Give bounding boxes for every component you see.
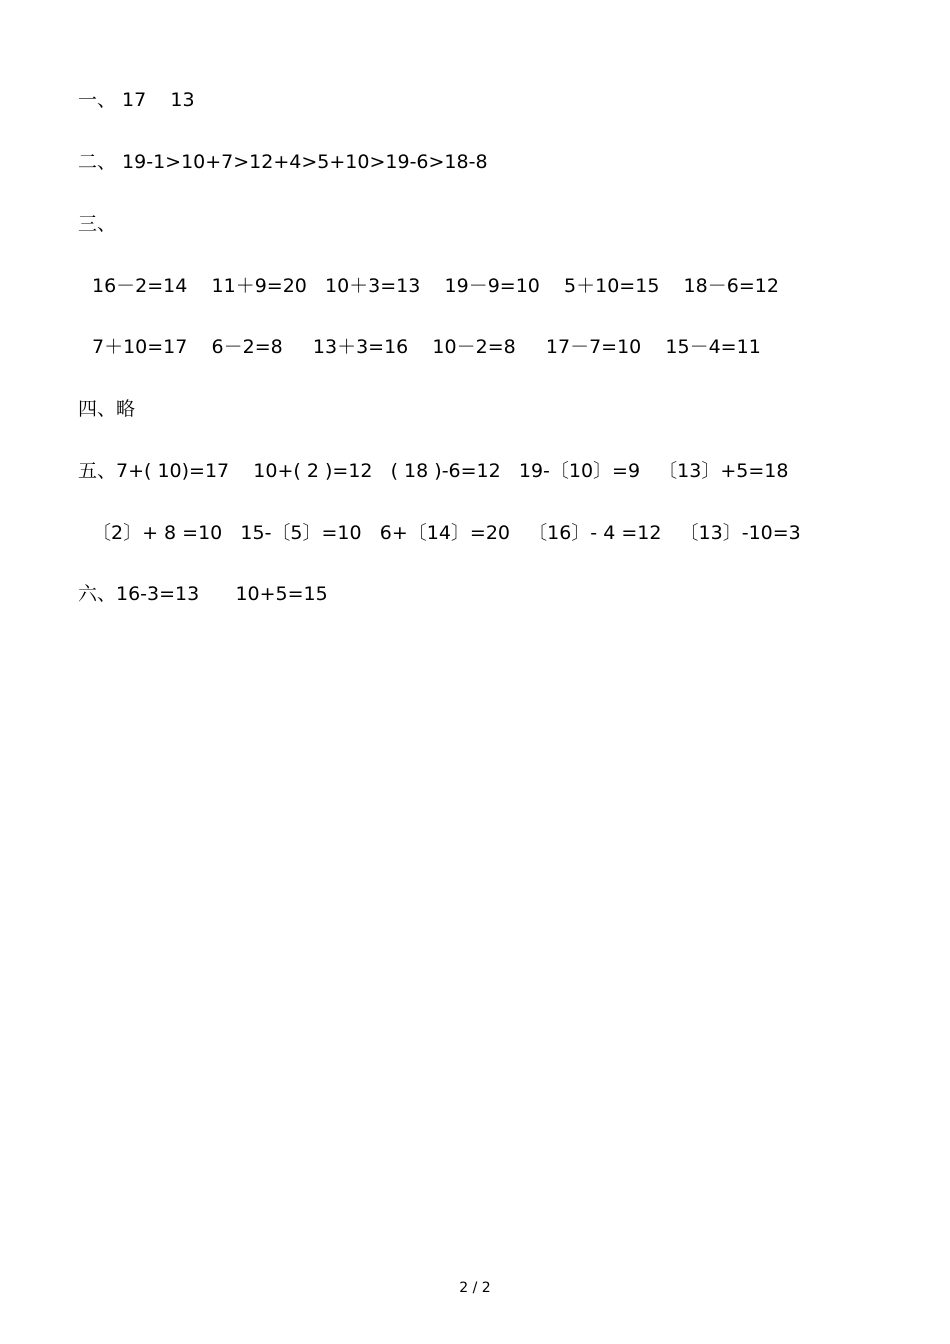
answer-line-5: 7＋10=17 6－2=8 13＋3=16 10－2=8 17－7=10 15－4=11 — [92, 336, 761, 358]
answer-line-9: 六、16-3=13 10+5=15 — [78, 583, 328, 605]
answer-line-3: 三、 — [78, 213, 117, 235]
answer-line-7: 五、7+( 10)=17 10+( 2 )=12 ( 18 )-6=12 19-〔10〕=9 〔13〕+5=18 — [78, 460, 789, 482]
answer-line-4: 16－2=14 11＋9=20 10＋3=13 19－9=10 5＋10=15 18－6=12 — [92, 275, 779, 297]
page-number: 2 / 2 — [459, 1280, 491, 1296]
answer-line-1: 一、 17 13 — [78, 89, 195, 111]
answer-line-8: 〔2〕+ 8 =10 15-〔5〕=10 6+〔14〕=20 〔16〕- 4 =12 〔13〕-10=3 — [92, 522, 801, 544]
answer-line-6: 四、略 — [78, 398, 136, 420]
answer-line-2: 二、 19-1>10+7>12+4>5+10>19-6>18-8 — [78, 151, 488, 173]
